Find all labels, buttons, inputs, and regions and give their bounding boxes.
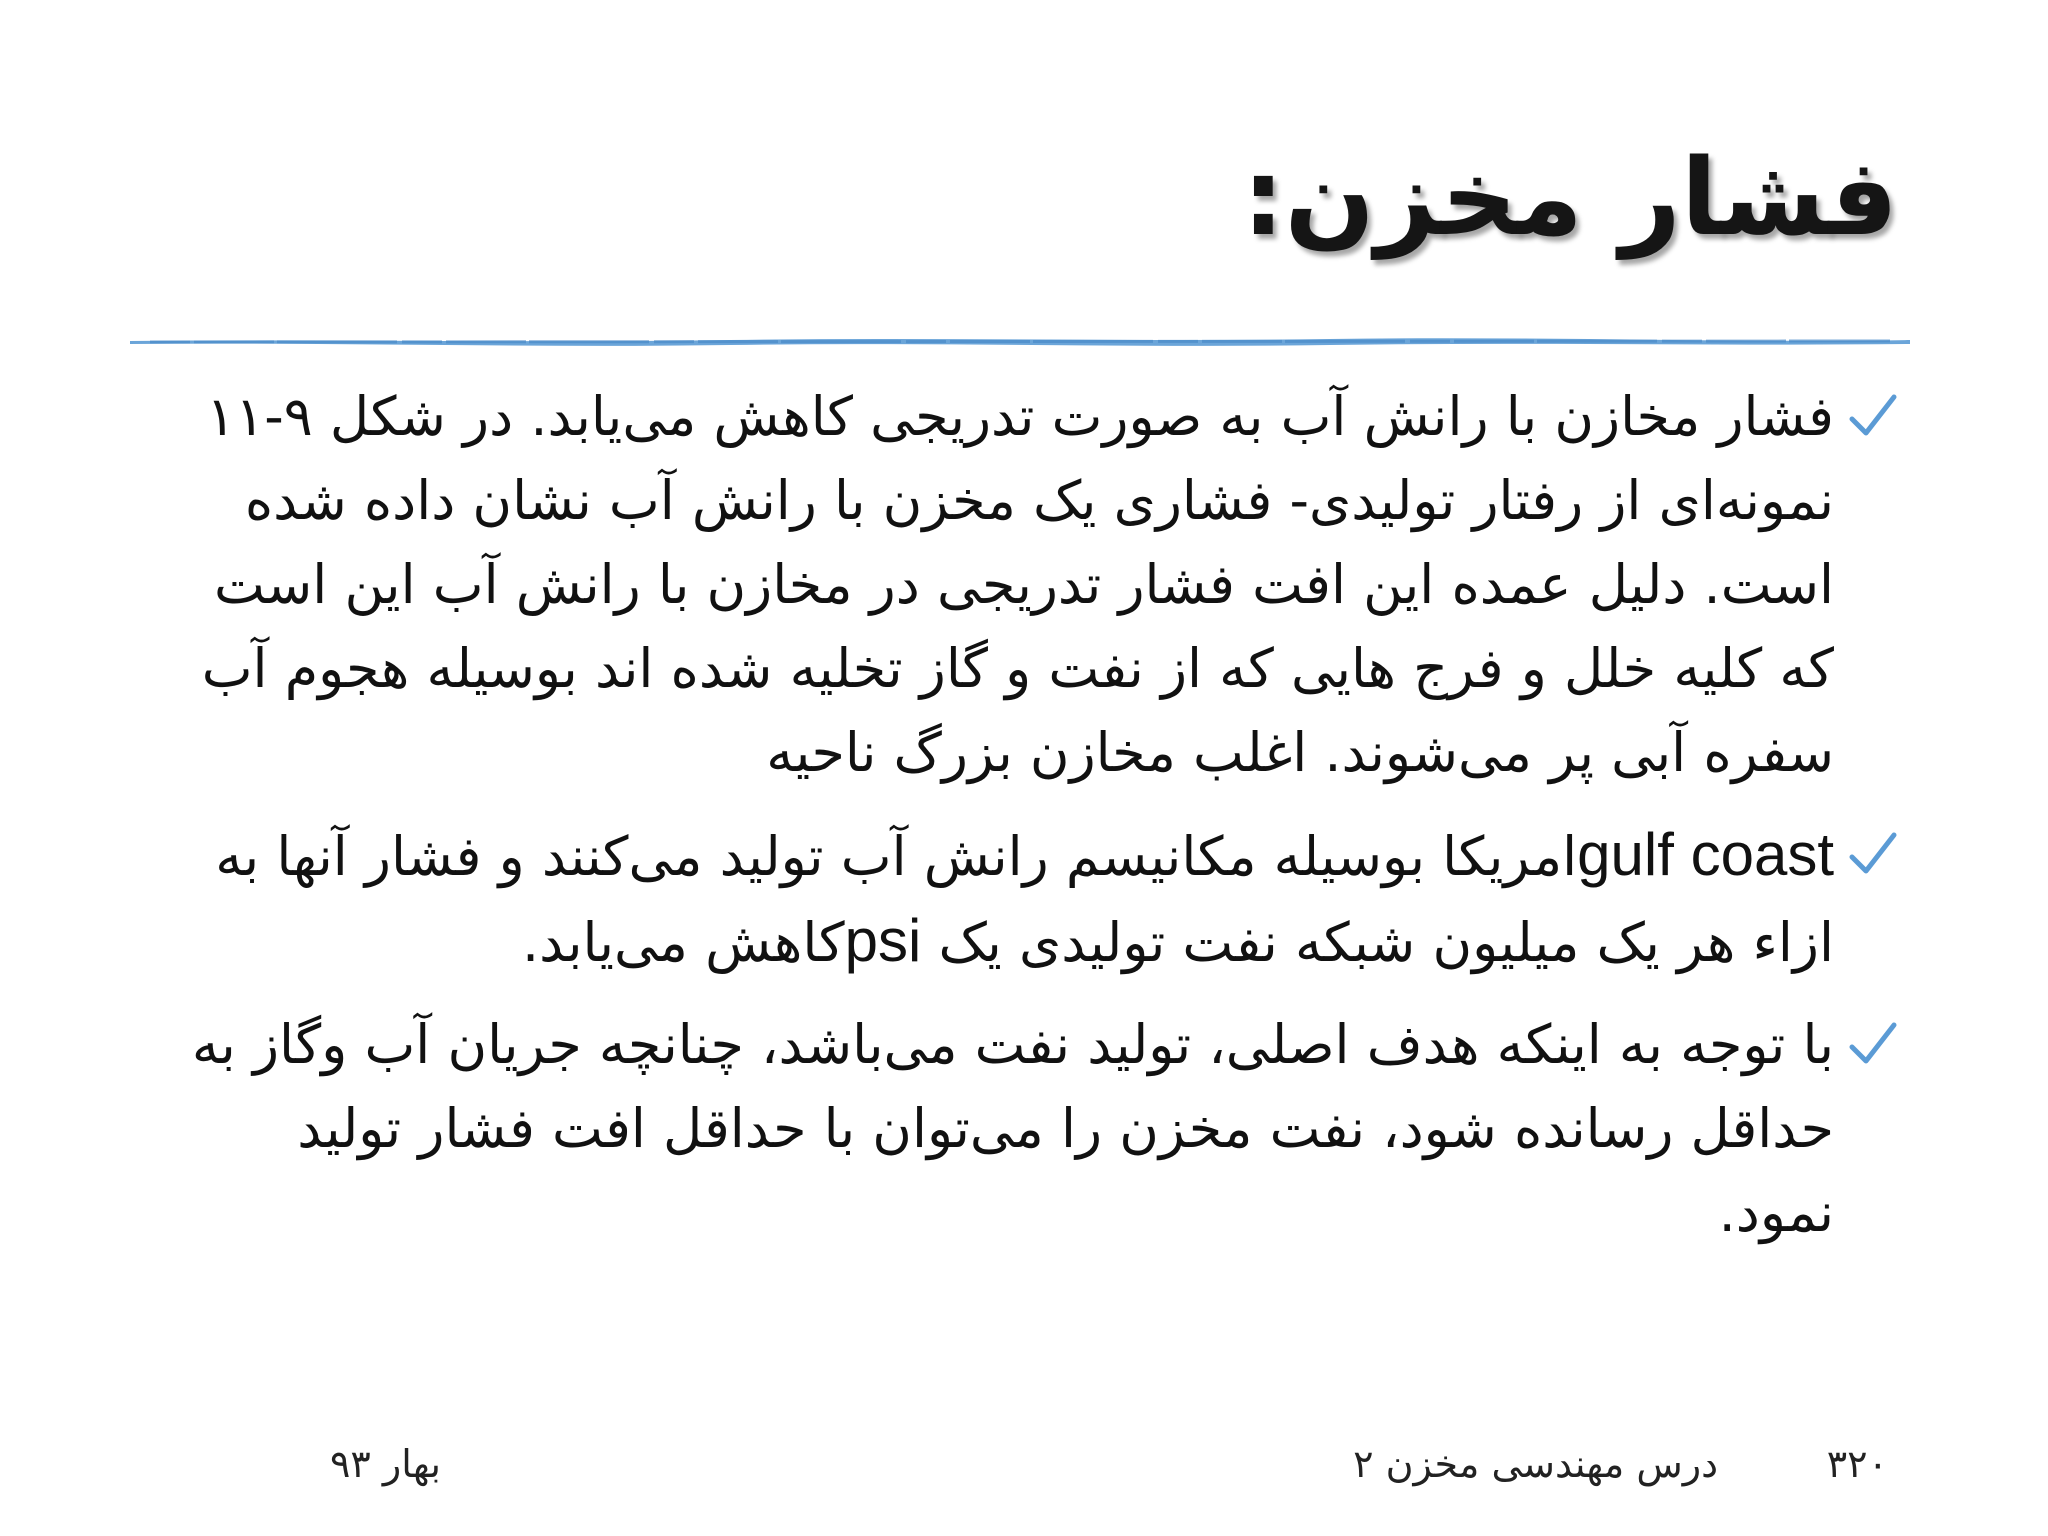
footer-semester: بهار ۹۳: [330, 1442, 441, 1486]
bullet-text: کاهش می‌یابد.: [521, 911, 845, 974]
bullet-item-3: [178, 1003, 1898, 1255]
title-divider-line: [130, 330, 1910, 352]
bullet-text: امریکا بوسیله مکانیسم رانش آب تولید می‌کنند و فشار آنها به ازاء هر یک میلیون شبکه نفت تولیدی یک: [215, 825, 1834, 974]
checkmark-icon: [1848, 393, 1898, 439]
checkmark-icon: [1848, 1021, 1898, 1067]
bullet-list: [178, 375, 1898, 1273]
bullet-item-2: [178, 813, 1898, 985]
bullet-item-1: [178, 375, 1898, 795]
footer-course-name: درس مهندسی مخزن ۲: [1353, 1442, 1718, 1486]
bullet-text: فشار مخازن با رانش آب به صورت تدریجی کاهش می‌یابد. در شکل ۹-۱۱ نمونه‌ای از رفتار تولیدی- فشاری یک مخزن با رانش آب نشان داده شده است. دلیل عمده این افت فشار تدریجی در مخازن با رانش آب این است که کلیه خلل و فرج هایی که از نفت و گاز تخلیه شده اند بوسیله هجوم آب سفره آبی پر می‌شوند. اغلب مخازن بزرگ ناحیه: [201, 385, 1834, 784]
checkmark-icon: [1848, 831, 1898, 877]
bullet-text-gulf-coast: gulf coast: [1577, 821, 1834, 888]
slide-title: فشار مخزن:: [1242, 136, 1898, 259]
bullet-text-psi: psi: [844, 907, 922, 974]
footer-page-number: ۳۲۰: [1826, 1442, 1888, 1486]
bullet-text: با توجه به اینکه هدف اصلی، تولید نفت می‌باشد، چنانچه جریان آب وگاز به حداقل رسانده شود، نفت مخزن را می‌توان با حداقل افت فشار تولید نمود.: [191, 1013, 1834, 1244]
